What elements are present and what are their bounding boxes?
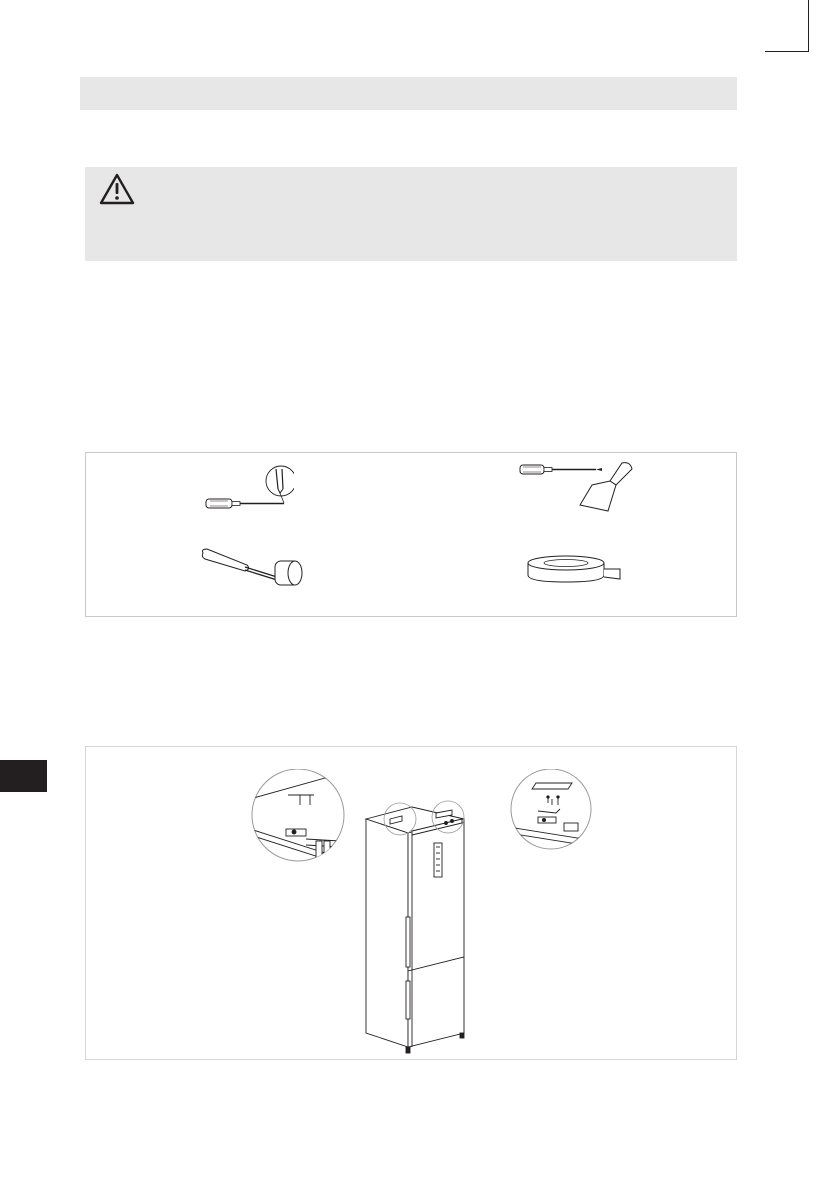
tools-box — [85, 452, 737, 617]
warning-box — [85, 167, 737, 261]
top-hinge-cover-detail-icon — [250, 769, 350, 865]
refrigerator-illustration — [360, 797, 470, 1055]
hinge-diagram-box — [85, 746, 737, 1060]
crop-mark-horizontal — [765, 51, 809, 52]
crop-mark-vertical — [808, 0, 809, 52]
screwdriver-and-putty-knife-icon — [518, 459, 638, 517]
warning-triangle-icon — [99, 173, 135, 205]
mallet-icon — [199, 545, 311, 593]
language-side-tab — [0, 760, 47, 792]
hinge-screws-detail-icon — [508, 769, 596, 853]
tape-roll-icon — [524, 553, 624, 589]
section-header — [80, 77, 737, 110]
screwdriver-icon — [204, 463, 294, 515]
